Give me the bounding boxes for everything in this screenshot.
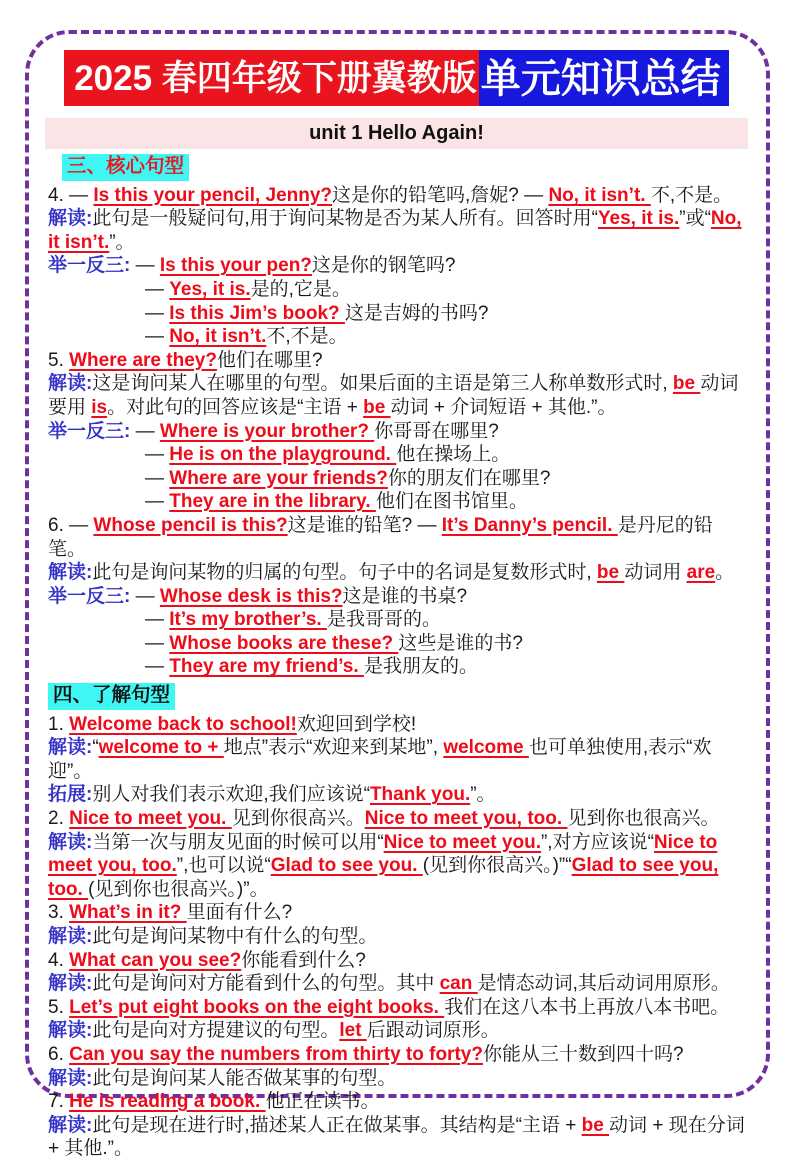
english-phrase: What can you see?	[69, 949, 242, 971]
english-phrase: be	[672, 373, 701, 395]
label-text: 举一反三:	[48, 420, 131, 442]
section-heading-row	[48, 683, 748, 710]
english-phrase: Nice to meet you, too.	[364, 808, 568, 830]
text-line	[48, 585, 748, 609]
english-phrase: Nice to meet you.	[69, 808, 232, 830]
chinese-text: 他在操场上。	[396, 444, 511, 466]
english-phrase: Whose books are these?	[169, 632, 399, 654]
english-phrase: are	[686, 562, 716, 584]
text-line	[48, 1090, 748, 1114]
chinese-text: 6.	[48, 1043, 70, 1065]
english-phrase: Nice to meet you, too.	[48, 831, 718, 877]
chinese-text: 此句是询问对方能看到什么的句型。其中	[92, 973, 440, 995]
label-text: 解读:	[48, 973, 93, 995]
text-line	[48, 1114, 748, 1161]
chinese-text: 6. —	[48, 514, 94, 536]
english-phrase: Whose pencil is this?	[93, 514, 288, 536]
english-phrase: Glad to see you, too.	[48, 855, 719, 900]
chinese-text: 4.	[48, 949, 70, 971]
chinese-text: 见到你很高兴。	[231, 808, 365, 830]
label-text: 解读:	[48, 1020, 93, 1042]
chinese-text: —	[145, 444, 170, 466]
chinese-text: 欢迎回到学校!	[296, 713, 417, 735]
english-phrase: Where are they?	[69, 349, 217, 371]
chinese-text: ”,也可以说“	[176, 855, 271, 877]
english-phrase: It’s my brother’s.	[169, 609, 327, 631]
chinese-text: 这是谁的铅笔? —	[287, 514, 442, 536]
chinese-text: 动词 + 介词短语 + 其他.”。	[390, 396, 617, 418]
label-text: 解读:	[48, 831, 93, 853]
section-heading: 三、核心句型	[62, 154, 189, 181]
english-phrase: Is this your pencil, Jenny?	[93, 184, 333, 206]
chinese-text: 是丹尼的铅笔。	[48, 514, 713, 560]
chinese-text: 这是你的铅笔吗,詹妮? —	[332, 184, 549, 206]
text-line	[48, 608, 748, 632]
text-line	[48, 302, 748, 326]
english-phrase: Thank you.	[369, 784, 471, 806]
chinese-text: 这是你的钢笔吗?	[311, 255, 456, 277]
english-phrase: is	[91, 396, 108, 418]
text-line	[48, 925, 748, 949]
chinese-text: 7.	[48, 1091, 70, 1113]
text-line	[48, 325, 748, 349]
chinese-text: 。	[715, 562, 735, 584]
chinese-text: 这是谁的书桌?	[342, 585, 468, 607]
english-phrase: Yes, it is.	[169, 278, 251, 300]
chinese-text: —	[145, 656, 170, 678]
chinese-text: —	[130, 420, 160, 442]
chinese-text: 后跟动词原形。	[366, 1020, 500, 1042]
chinese-text: 当第一次与朋友见面的时候可以用“	[92, 831, 384, 853]
chinese-text: —	[145, 302, 170, 324]
english-phrase: be	[581, 1114, 610, 1136]
chinese-text: —	[130, 585, 160, 607]
chinese-text: 不,不是。	[650, 184, 733, 206]
chinese-text: 这些是谁的书?	[398, 632, 523, 654]
page-title-left: 2025 春四年级下册冀教版	[64, 50, 479, 106]
chinese-text: 2.	[48, 808, 70, 830]
chinese-text: 此句是现在进行时,描述某人正在做某事。其结构是“主语 +	[92, 1114, 582, 1136]
english-phrase: No, it isn’t.	[548, 184, 651, 206]
text-line	[48, 1043, 748, 1067]
text-line	[48, 1019, 748, 1043]
chinese-text: 此句是询问某物中有什么的句型。	[92, 926, 378, 947]
text-line	[48, 736, 748, 783]
chinese-text: —	[130, 255, 160, 277]
chinese-text: 你哥哥在哪里?	[374, 420, 499, 442]
chinese-text: 是情态动词,其后动词用原形。	[477, 973, 730, 995]
text-line	[48, 972, 748, 996]
text-line	[48, 443, 748, 467]
english-phrase: Welcome back to school!	[69, 713, 297, 735]
english-phrase: can	[439, 973, 478, 995]
content-area	[48, 150, 748, 1161]
chinese-text: —	[145, 467, 170, 489]
english-phrase: let	[339, 1020, 367, 1042]
chinese-text: 是我哥哥的。	[326, 609, 441, 631]
label-text: 解读:	[48, 737, 93, 759]
english-phrase: welcome to +	[98, 737, 224, 759]
english-phrase: Nice to meet you.	[383, 831, 541, 853]
english-phrase: It’s Danny’s pencil.	[441, 514, 618, 536]
english-phrase: Where is your brother?	[159, 420, 375, 442]
chinese-text: 动词用	[624, 562, 687, 584]
label-text: 举一反三:	[48, 585, 131, 607]
chinese-text: 你能从三十数到四十吗?	[482, 1043, 684, 1065]
chinese-text: 见到你也很高兴。	[567, 808, 720, 830]
english-phrase: No, it isn’t.	[48, 208, 742, 253]
chinese-text: 不,不是。	[266, 326, 348, 348]
chinese-text: 别人对我们表示欢迎,我们应该说“	[92, 784, 370, 806]
english-phrase: Is this your pen?	[159, 255, 312, 277]
chinese-text: ”。	[470, 784, 496, 806]
label-text: 解读:	[48, 926, 93, 947]
chinese-text: 动词要用	[48, 373, 739, 418]
chinese-text: 1.	[48, 713, 70, 735]
text-line	[48, 996, 748, 1020]
chinese-text: 也可单独使用,表示“欢迎”。	[48, 737, 712, 782]
text-line	[48, 655, 748, 679]
label-text: 解读:	[48, 373, 93, 395]
text-line	[48, 514, 748, 561]
text-line	[48, 184, 748, 208]
chinese-text: —	[145, 609, 170, 631]
section-heading: 四、了解句型	[48, 683, 175, 710]
chinese-text: ”或“	[679, 208, 711, 230]
chinese-text: 你的朋友们在哪里?	[387, 467, 551, 489]
label-text: 解读:	[48, 562, 93, 584]
english-phrase: Glad to see you.	[270, 855, 423, 877]
text-line	[48, 420, 748, 444]
page-title	[0, 50, 793, 106]
chinese-text: 里面有什么?	[186, 902, 293, 924]
chinese-text: 此句是询问某物的归属的句型。句子中的名词是复数形式时,	[92, 562, 597, 584]
section-heading-row	[48, 154, 748, 181]
english-phrase: No, it isn’t.	[169, 326, 267, 348]
chinese-text: (见到你很高兴。)”“	[422, 855, 572, 877]
label-text: 解读:	[48, 1114, 93, 1136]
chinese-text: 此句是询问某人能否做某事的句型。	[92, 1067, 397, 1089]
text-line	[48, 278, 748, 302]
chinese-text: 4. —	[48, 184, 94, 206]
chinese-text: 此句是向对方提建议的句型。	[92, 1020, 340, 1042]
chinese-text: 他们在哪里?	[216, 349, 323, 371]
text-line	[48, 949, 748, 973]
text-line	[48, 713, 748, 737]
english-phrase: They are my friend’s.	[169, 656, 364, 678]
chinese-text: 这是询问某人在哪里的句型。如果后面的主语是第三人称单数形式时,	[92, 373, 673, 395]
label-text: 解读:	[48, 208, 93, 230]
text-line	[48, 490, 748, 514]
label-text: 解读:	[48, 1067, 93, 1089]
chinese-text: —	[145, 491, 170, 513]
text-line	[48, 254, 748, 278]
english-phrase: Can you say the numbers from thirty to forty?	[69, 1043, 483, 1065]
chinese-text: —	[145, 326, 170, 348]
text-line	[48, 783, 748, 807]
chinese-text: (见到你也很高兴。)”。	[88, 878, 269, 900]
chinese-text: 是我朋友的。	[363, 656, 478, 678]
chinese-text: 。对此句的回答应该是“主语 +	[107, 396, 364, 418]
english-phrase: Whose desk is this?	[159, 585, 343, 607]
chinese-text: —	[145, 632, 170, 654]
english-phrase: Where are your friends?	[169, 467, 388, 489]
english-phrase: They are in the library.	[169, 491, 376, 513]
english-phrase: welcome	[443, 737, 529, 759]
chinese-text: 是的,它是。	[250, 278, 351, 300]
text-line	[48, 807, 748, 831]
english-phrase: Let’s put eight books on the eight books.	[69, 996, 445, 1018]
english-phrase: be	[363, 396, 391, 418]
chinese-text: 动词 + 现在分词 + 其他.”。	[48, 1114, 745, 1160]
chinese-text: 我们在这八本书上再放八本书吧。	[444, 996, 730, 1018]
english-phrase: Is this Jim’s book?	[169, 302, 345, 324]
unit-title-bar: unit 1 Hello Again!	[45, 118, 748, 149]
chinese-text: “	[92, 737, 99, 759]
chinese-text: ”。	[109, 231, 135, 253]
english-phrase: What’s in it?	[69, 902, 187, 924]
chinese-text: 这是吉姆的书吗?	[344, 302, 489, 324]
label-text: 举一反三:	[48, 255, 131, 277]
page-title-right: 单元知识总结	[479, 50, 729, 106]
english-phrase: Yes, it is.	[597, 208, 680, 230]
chinese-text: 他们在图书馆里。	[375, 491, 528, 513]
text-line	[48, 467, 748, 491]
text-line	[48, 1067, 748, 1091]
label-text: 拓展:	[48, 784, 93, 806]
text-line	[48, 561, 748, 585]
chinese-text: 他正在读书。	[265, 1091, 380, 1113]
chinese-text: 你能看到什么?	[241, 949, 366, 971]
text-line	[48, 901, 748, 925]
english-phrase: be	[596, 562, 625, 584]
chinese-text: 5.	[48, 349, 70, 371]
chinese-text: 此句是一般疑问句,用于询问某物是否为某人所有。回答时用“	[92, 208, 598, 230]
chinese-text: ”,对方应该说“	[540, 831, 654, 853]
text-line	[48, 831, 748, 902]
chinese-text: 地点”表示“欢迎来到某地”,	[223, 737, 444, 759]
text-line	[48, 632, 748, 656]
text-line	[48, 372, 748, 419]
chinese-text: —	[145, 278, 170, 300]
text-line	[48, 349, 748, 373]
english-phrase: He is reading a book.	[69, 1091, 266, 1113]
chinese-text: 3.	[48, 902, 70, 924]
english-phrase: He is on the playground.	[169, 444, 397, 466]
text-line	[48, 207, 748, 254]
chinese-text: 5.	[48, 996, 70, 1018]
